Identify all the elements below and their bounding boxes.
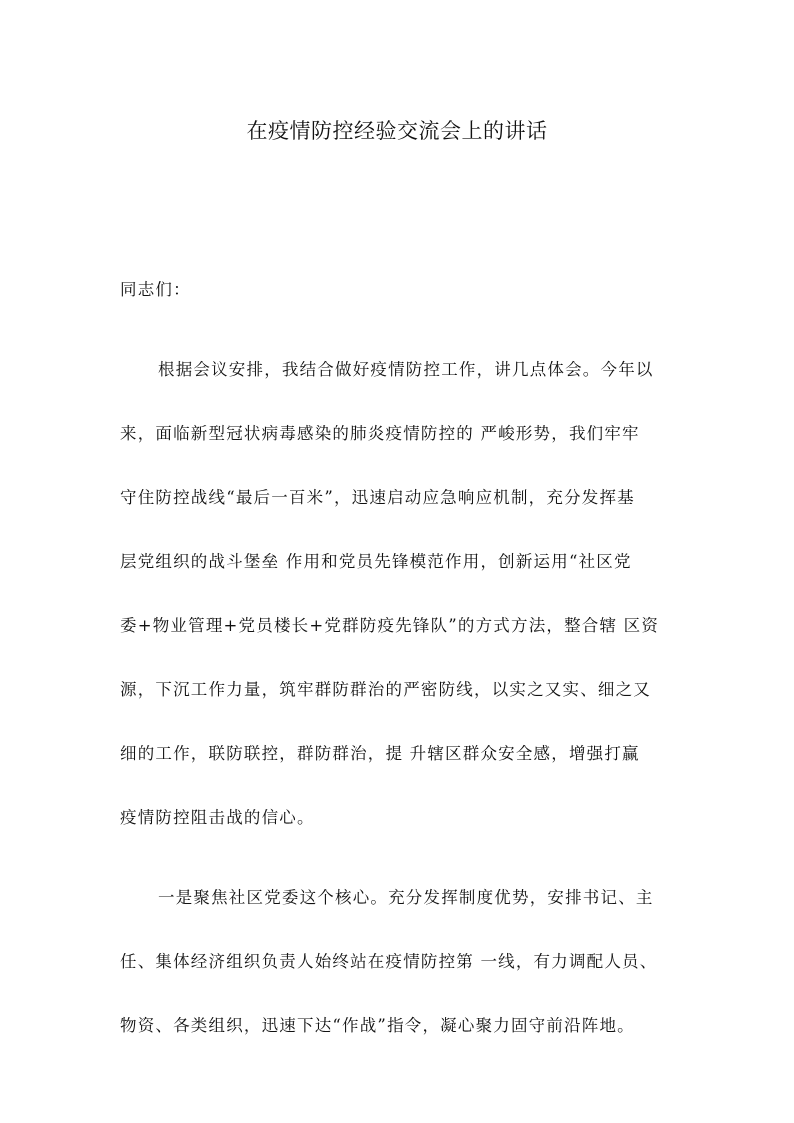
paragraph-1-line-5: 委+物业管理+党员楼长+党群防疫先锋队”的方式方法，整合辖 区资 [120, 616, 660, 635]
paragraph-2-line-1: 一是聚焦社区党委这个核心。充分发挥制度优势，安排书记、主 [158, 888, 654, 907]
paragraph-1-line-2: 来，面临新型冠状病毒感染的肺炎疫情防控的 严峻形势，我们牢牢 [120, 424, 640, 443]
salutation: 同志们： [120, 280, 191, 299]
paragraph-1-line-8: 疫情防控阻击战的信心。 [120, 808, 315, 827]
paragraph-1-line-1: 根据会议安排，我结合做好疫情防控工作，讲几点体会。今年以 [158, 360, 654, 379]
paragraph-2-line-3: 物资、各类组织，迅速下达“作战”指令，凝心聚力固守前沿阵地。 [120, 1016, 635, 1035]
paragraph-1-line-6: 源，下沉工作力量，筑牢群防群治的严密防线，以实之又实、细之又 [120, 680, 651, 699]
document-title: 在疫情防控经验交流会上的讲话 [246, 119, 548, 143]
paragraph-1-line-4: 层党组织的战斗堡垒 作用和党员先锋模范作用，创新运用“社区党 [120, 552, 632, 571]
paragraph-1-line-7: 细的工作，联防联控，群防群治，提 升辖区群众安全感，增强打赢 [120, 744, 640, 763]
paragraph-1-line-3: 守住防控战线“最后一百米”，迅速启动应急响应机制，充分发挥基 [120, 488, 635, 507]
paragraph-2-line-2: 任、集体经济组织负责人始终站在疫情防控第 一线，有力调配人员、 [120, 952, 658, 971]
